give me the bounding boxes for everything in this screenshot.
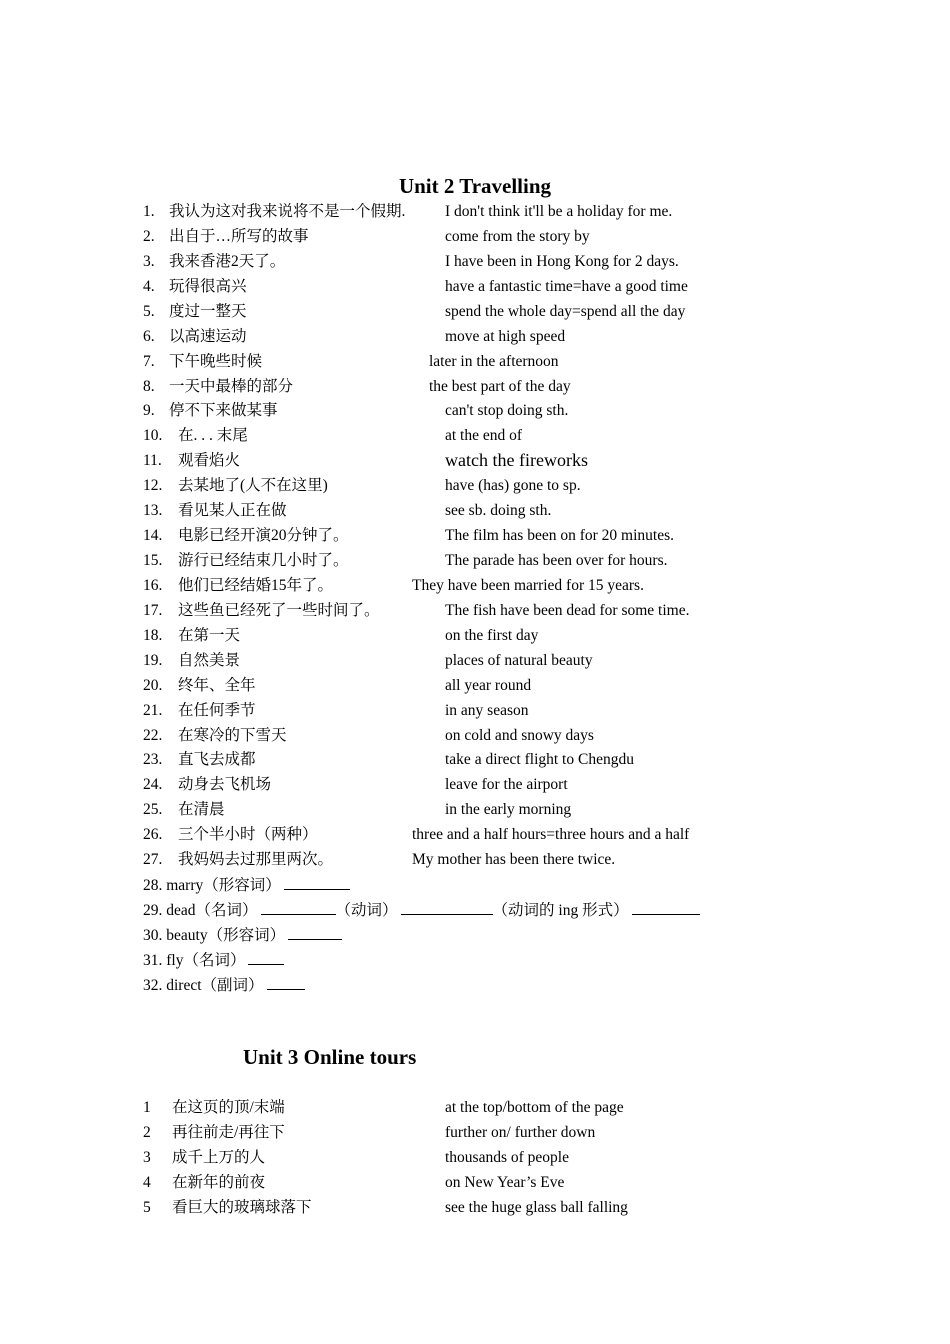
part-of-speech: （名词） xyxy=(195,902,258,920)
answer-blank[interactable] xyxy=(248,947,284,965)
english-phrase: further on/ further down xyxy=(445,1123,596,1141)
unit2-title: Unit 2 Travelling xyxy=(398,174,552,198)
answer-blank[interactable] xyxy=(632,897,700,915)
english-phrase: have (has) gone to sp. xyxy=(445,477,581,495)
chinese-phrase: 看巨大的玻璃球落下 xyxy=(172,1198,312,1216)
answer-blank[interactable] xyxy=(401,897,493,915)
vocab-row xyxy=(0,299,950,324)
chinese-phrase: 这些鱼已经死了一些时间了。 xyxy=(178,601,380,619)
vocab-row xyxy=(0,523,950,548)
chinese-phrase: 一天中最棒的部分 xyxy=(169,377,294,395)
vocab-row xyxy=(0,723,950,748)
vocab-row xyxy=(0,274,950,299)
english-phrase: leave for the airport xyxy=(445,776,568,794)
item-number: 23. xyxy=(143,751,163,769)
item-number: 29. xyxy=(143,902,163,920)
vocab-row xyxy=(0,249,950,274)
vocab-row xyxy=(0,498,950,523)
english-phrase: see the huge glass ball falling xyxy=(445,1198,628,1216)
english-phrase: all year round xyxy=(445,676,532,694)
vocab-row xyxy=(0,1170,950,1195)
vocab-row xyxy=(0,548,950,573)
english-phrase: in any season xyxy=(445,701,529,719)
english-phrase: I have been in Hong Kong for 2 days. xyxy=(445,252,679,270)
vocab-row xyxy=(0,822,950,847)
chinese-phrase: 自然美景 xyxy=(178,651,241,669)
chinese-phrase: 在任何季节 xyxy=(178,701,256,719)
vocab-row xyxy=(0,797,950,822)
item-number: 17. xyxy=(143,601,163,619)
english-phrase: in the early morning xyxy=(445,801,572,819)
item-number: 5 xyxy=(143,1198,151,1216)
item-number: 1. xyxy=(143,203,155,220)
vocab-row xyxy=(0,598,950,623)
item-number: 8. xyxy=(143,377,155,395)
english-phrase: My mother has been there twice. xyxy=(412,851,616,869)
item-number: 32. xyxy=(143,976,163,994)
vocab-row xyxy=(0,747,950,772)
vocab-row xyxy=(0,448,950,473)
item-number: 31. xyxy=(143,951,163,969)
item-number: 16. xyxy=(143,576,163,594)
item-number: 4. xyxy=(143,277,155,295)
item-number: 3 xyxy=(143,1148,151,1166)
answer-blank[interactable] xyxy=(288,922,342,940)
chinese-phrase: 在. . . 末尾 xyxy=(178,427,248,445)
vocab-row xyxy=(0,573,950,598)
chinese-phrase: 在这页的顶/末端 xyxy=(172,1099,285,1116)
english-phrase: see sb. doing sth. xyxy=(445,502,552,520)
english-phrase: The fish have been dead for some time. xyxy=(445,601,690,619)
chinese-phrase: 三个半小时（两种） xyxy=(178,826,318,844)
chinese-phrase: 动身去飞机场 xyxy=(178,776,272,794)
vocab-row xyxy=(0,473,950,498)
word-form-row xyxy=(0,897,950,922)
item-number: 18. xyxy=(143,626,163,644)
vocab-row xyxy=(0,698,950,723)
item-number: 6. xyxy=(143,327,155,345)
english-phrase: can't stop doing sth. xyxy=(445,402,569,420)
item-number: 12. xyxy=(143,477,163,495)
chinese-phrase: 游行已经结束几小时了。 xyxy=(178,552,349,570)
part-of-speech: （副词） xyxy=(201,976,264,994)
english-phrase: spend the whole day=spend all the day xyxy=(445,302,686,320)
english-phrase: three and a half hours=three hours and a half xyxy=(412,826,690,844)
english-phrase: come from the story by xyxy=(445,227,590,245)
chinese-phrase: 电影已经开演20分钟了。 xyxy=(178,527,349,545)
english-phrase: on the first day xyxy=(445,626,539,644)
item-number: 26. xyxy=(143,826,163,844)
base-word: marry xyxy=(166,877,204,895)
chinese-phrase: 终年、全年 xyxy=(178,676,256,694)
chinese-phrase: 在清晨 xyxy=(178,801,225,819)
item-number: 3. xyxy=(143,252,155,270)
item-number: 11. xyxy=(143,452,162,470)
base-word: beauty xyxy=(166,926,208,944)
item-number: 9. xyxy=(143,402,155,420)
vocab-row xyxy=(0,1095,950,1120)
chinese-phrase: 观看焰火 xyxy=(178,452,241,470)
base-word: direct xyxy=(166,976,202,994)
chinese-phrase: 看见某人正在做 xyxy=(178,502,287,520)
english-phrase: later in the afternoon xyxy=(429,352,559,370)
word-form-row xyxy=(0,972,950,997)
part-of-speech: （形容词） xyxy=(207,926,286,944)
item-number: 27. xyxy=(143,851,163,869)
english-phrase: take a direct flight to Chengdu xyxy=(445,751,634,769)
chinese-phrase: 以高速运动 xyxy=(169,327,247,345)
item-number: 28. xyxy=(143,877,163,895)
item-number: 10. xyxy=(143,427,163,445)
chinese-phrase: 他们已经结婚15年了。 xyxy=(178,576,334,594)
base-word: fly xyxy=(166,951,184,969)
vocab-row xyxy=(0,1195,950,1220)
chinese-phrase: 停不下来做某事 xyxy=(169,402,278,420)
english-phrase: watch the fireworks xyxy=(445,450,588,471)
item-number: 2 xyxy=(143,1123,151,1141)
answer-blank[interactable] xyxy=(261,897,336,915)
english-phrase: have a fantastic time=have a good time xyxy=(445,277,688,295)
part-of-speech: （名词） xyxy=(183,951,246,969)
vocab-row xyxy=(0,1120,950,1145)
vocab-row xyxy=(0,673,950,698)
chinese-phrase: 再往前走/再往下 xyxy=(172,1123,285,1141)
vocab-row xyxy=(0,398,950,423)
answer-blank[interactable] xyxy=(267,972,305,990)
vocab-row xyxy=(0,623,950,648)
chinese-phrase: 出自于…所写的故事 xyxy=(169,227,309,245)
item-number: 25. xyxy=(143,801,163,819)
english-phrase: places of natural beauty xyxy=(445,651,593,669)
item-number: 21. xyxy=(143,701,163,719)
vocab-row xyxy=(0,648,950,673)
vocab-row xyxy=(0,349,950,374)
english-phrase: The film has been on for 20 minutes. xyxy=(445,527,675,545)
vocab-row xyxy=(0,847,950,872)
item-number: 4 xyxy=(143,1173,151,1191)
vocab-row xyxy=(0,1145,950,1170)
chinese-phrase: 我妈妈去过那里两次。 xyxy=(178,851,334,869)
english-phrase: move at high speed xyxy=(445,327,566,345)
chinese-phrase: 去某地了(人不在这里) xyxy=(178,477,328,495)
vocab-row xyxy=(0,199,950,224)
english-phrase: at the top/bottom of the page xyxy=(445,1099,624,1116)
item-number: 13. xyxy=(143,502,163,520)
base-word: dead xyxy=(166,902,196,920)
item-number: 24. xyxy=(143,776,163,794)
chinese-phrase: 下午晚些时候 xyxy=(169,352,263,370)
word-form-row xyxy=(0,872,950,897)
unit3-title: Unit 3 Online tours xyxy=(243,1045,417,1069)
word-form-row xyxy=(0,947,950,972)
chinese-phrase: 我认为这对我来说将不是一个假期. xyxy=(169,203,406,220)
english-phrase: They have been married for 15 years. xyxy=(412,576,644,594)
english-phrase: the best part of the day xyxy=(429,377,571,395)
vocab-row xyxy=(0,772,950,797)
english-phrase: I don't think it'll be a holiday for me. xyxy=(445,203,673,220)
vocab-row xyxy=(0,224,950,249)
item-number: 7. xyxy=(143,352,155,370)
word-form-row xyxy=(0,922,950,947)
chinese-phrase: 在第一天 xyxy=(178,626,241,644)
item-number: 15. xyxy=(143,552,163,570)
chinese-phrase: 在新年的前夜 xyxy=(172,1173,266,1191)
item-number: 5. xyxy=(143,302,155,320)
vocab-row xyxy=(0,324,950,349)
english-phrase: on cold and snowy days xyxy=(445,726,594,744)
answer-blank[interactable] xyxy=(284,872,350,890)
item-number: 20. xyxy=(143,676,163,694)
item-number: 2. xyxy=(143,227,155,245)
item-number: 30. xyxy=(143,926,163,944)
part-of-speech: （形容词） xyxy=(203,877,281,895)
chinese-phrase: 在寒冷的下雪天 xyxy=(178,726,287,744)
item-number: 19. xyxy=(143,651,163,669)
chinese-phrase: 玩得很高兴 xyxy=(169,277,247,295)
chinese-phrase: 直飞去成都 xyxy=(178,751,256,769)
item-number: 14. xyxy=(143,527,163,545)
english-phrase: The parade has been over for hours. xyxy=(445,552,668,570)
item-number: 1 xyxy=(143,1099,151,1116)
chinese-phrase: 度过一整天 xyxy=(169,302,247,320)
english-phrase: thousands of people xyxy=(445,1148,569,1166)
vocab-row xyxy=(0,374,950,399)
english-phrase: on New Year’s Eve xyxy=(445,1173,565,1191)
item-number: 22. xyxy=(143,726,163,744)
chinese-phrase: 成千上万的人 xyxy=(172,1148,266,1166)
english-phrase: at the end of xyxy=(445,427,523,445)
part-of-speech: （动词的 ing 形式） xyxy=(492,902,629,920)
chinese-phrase: 我来香港2天了。 xyxy=(169,252,286,270)
vocab-row xyxy=(0,423,950,448)
part-of-speech: （动词） xyxy=(335,902,398,920)
